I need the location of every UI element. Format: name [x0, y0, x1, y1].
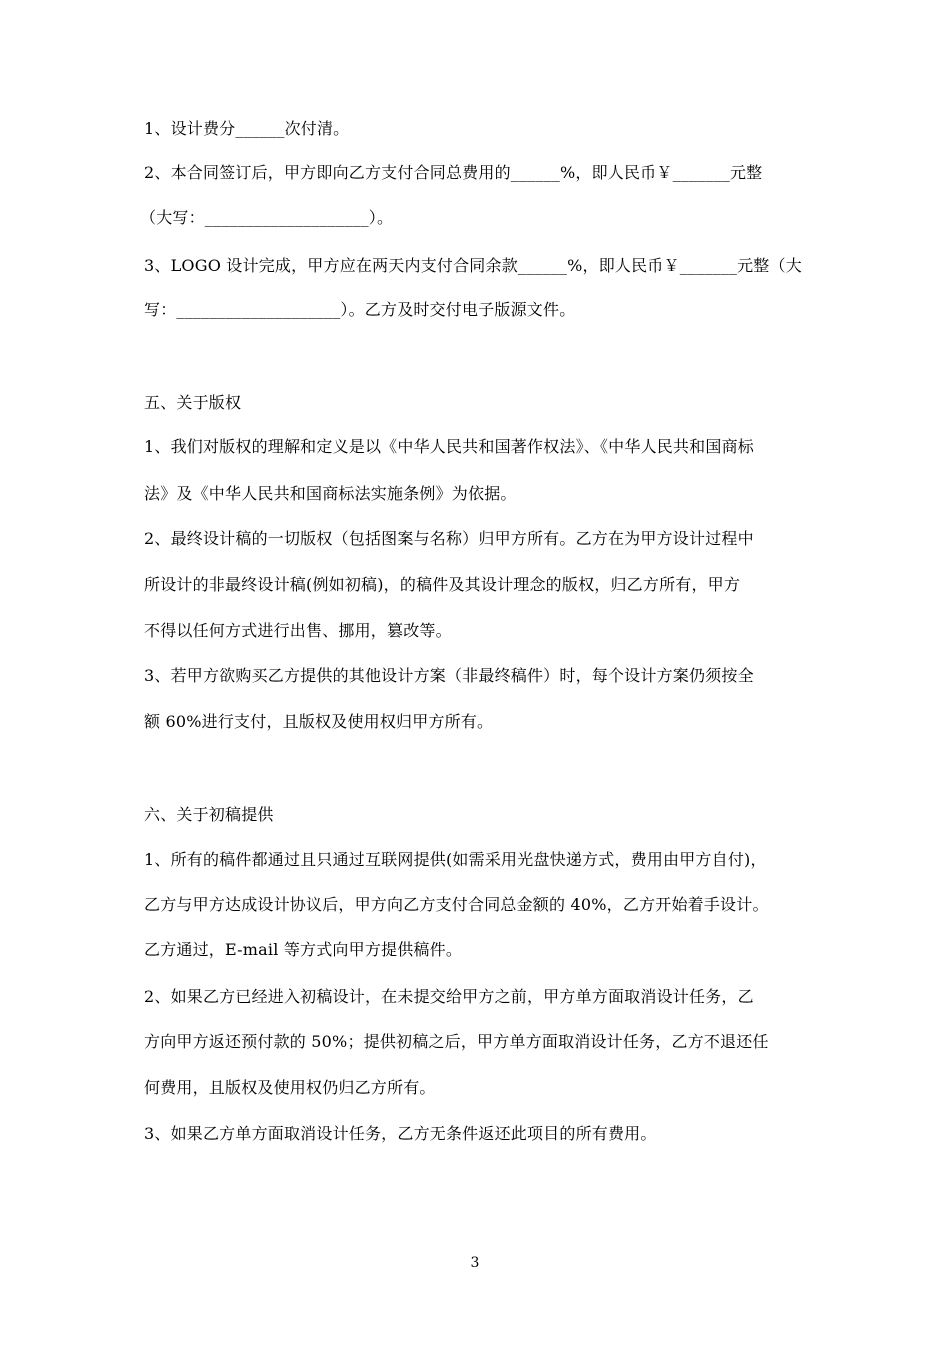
copyright-item-1-line-2: 法》及《中华人民共和国商标法实施条例》为依据。: [144, 484, 517, 503]
copyright-item-2-line-2: 所设计的非最终设计稿(例如初稿)，的稿件及其设计理念的版权，归乙方所有，甲方: [144, 575, 741, 594]
draft-item-1-line-3: 乙方通过，E-mail 等方式向甲方提供稿件。: [144, 940, 463, 959]
payment-item-2-line-2: （大写：____________________）。: [140, 208, 394, 227]
section-heading-copyright: 五、关于版权: [144, 393, 242, 412]
copyright-item-2-line-1: 2、最终设计稿的一切版权（包括图案与名称）归甲方所有。乙方在为甲方设计过程中: [144, 529, 754, 548]
draft-item-2-line-3: 何费用，且版权及使用权仍归乙方所有。: [144, 1078, 436, 1097]
payment-item-1: 1、设计费分______次付清。: [144, 119, 350, 138]
draft-item-1-line-2: 乙方与甲方达成设计协议后，甲方向乙方支付合同总金额的 40%，乙方开始着手设计。: [144, 895, 769, 914]
page-number: 3: [470, 1255, 480, 1271]
draft-item-2-line-2: 方向甲方返还预付款的 50%；提供初稿之后，甲方单方面取消设计任务，乙方不退还任: [144, 1032, 769, 1051]
copyright-item-2-line-3: 不得以任何方式进行出售、挪用，篡改等。: [144, 621, 452, 640]
copyright-item-3-line-2: 额 60%进行支付，且版权及使用权归甲方所有。: [144, 712, 494, 731]
payment-item-3-line-1: 3、LOGO 设计完成，甲方应在两天内支付合同余款______%，即人民币￥_______元整（大: [144, 256, 802, 275]
copyright-item-1-line-1: 1、我们对版权的理解和定义是以《中华人民共和国著作权法》、《中华人民共和国商标: [144, 437, 754, 456]
copyright-item-3-line-1: 3、若甲方欲购买乙方提供的其他设计方案（非最终稿件）时，每个设计方案仍须按全: [144, 666, 754, 685]
draft-item-1-line-1: 1、所有的稿件都通过且只通过互联网提供(如需采用光盘快递方式，费用由甲方自付)，: [144, 850, 767, 869]
draft-item-2-line-1: 2、如果乙方已经进入初稿设计，在未提交给甲方之前，甲方单方面取消设计任务，乙: [144, 987, 754, 1006]
draft-item-3: 3、如果乙方单方面取消设计任务，乙方无条件返还此项目的所有费用。: [144, 1124, 657, 1143]
payment-item-2-line-1: 2、本合同签订后，甲方即向乙方支付合同总费用的______%，即人民币￥_______元整: [144, 163, 763, 182]
payment-item-3-line-2: 写：____________________）。乙方及时交付电子版源文件。: [144, 300, 576, 319]
section-heading-draft: 六、关于初稿提供: [144, 805, 274, 824]
